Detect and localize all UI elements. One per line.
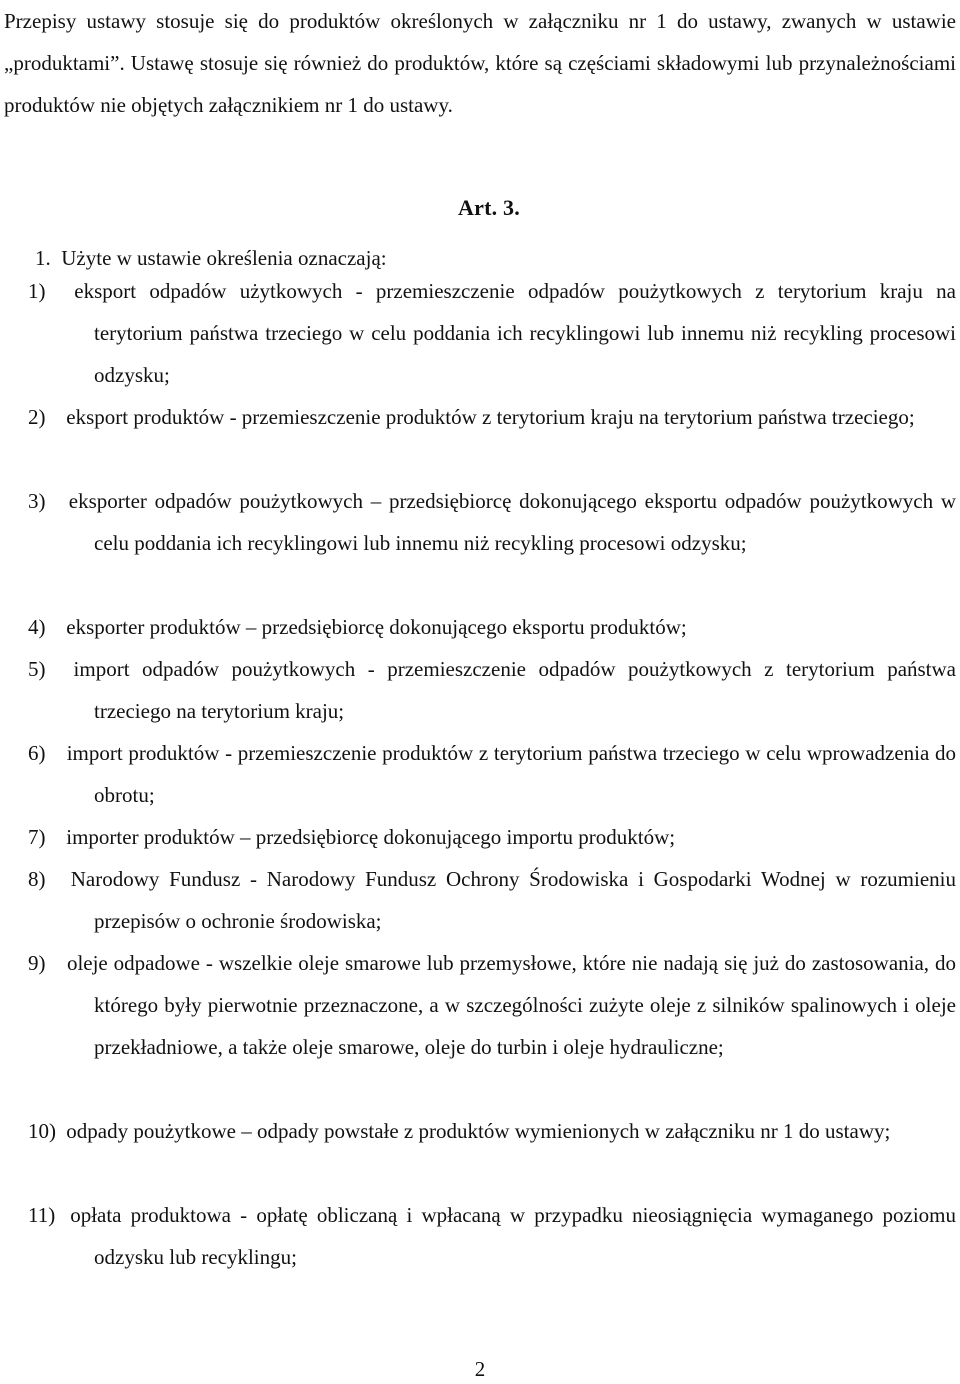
definition-text: eksport odpadów użytkowych - przemieszczenie odpadów poużytkowych z terytorium kraju na terytorium państwa trzeciego w celu poddania ich recyklingowi lub innemu niż recykling procesowi odzysku; — [74, 279, 956, 387]
definition-item: 11) opłata produktowa - opłatę obliczaną i wpłacaną w przypadku nieosiągnięcia wymaganego poziomu odzysku lub recyklingu; — [28, 1203, 957, 1269]
definition-text: eksporter odpadów poużytkowych – przedsiębiorcę dokonującego eksportu odpadów poużytkowych w celu poddania ich recyklingowi lub innemu niż recykling procesowi odzysku; — [68, 489, 957, 555]
definition-text: oleje odpadowe - wszelkie oleje smarowe lub przemysłowe, które nie nadają się już do zastosowania, do którego były pierwotnie przeznaczone, a w szczególności zużyte oleje z silników spalinowych i oleje przekładniowe, a także oleje smarowe, oleje do turbin i oleje hydrauliczne; — [66, 951, 956, 1059]
definition-item: 9) oleje odpadowe - wszelkie oleje smarowe lub przemysłowe, które nie nadają się już do zastosowania, do którego były pierwotnie przeznaczone, a w szczególności zużyte oleje z silników spalinowych i oleje przekładniowe, a także oleje smarowe, oleje do turbin i oleje hydrauliczne; — [28, 951, 956, 1059]
definition-text: odpady poużytkowe – odpady powstałe z produktów wymienionych w załączniku nr 1 do ustawy; — [66, 1119, 891, 1143]
definition-text: import odpadów poużytkowych - przemieszczenie odpadów poużytkowych z terytorium państwa trzeciego na terytorium kraju; — [73, 657, 957, 723]
definition-text: opłata produktowa - opłatę obliczaną i wpłacaną w przypadku nieosiągnięcia wymaganego poziomu odzysku lub recyklingu; — [70, 1203, 957, 1269]
definition-item: 10) odpady poużytkowe – odpady powstałe z produktów wymienionych w załączniku nr 1 do ustawy; — [28, 1119, 891, 1143]
definition-item: 3) eksporter odpadów poużytkowych – przedsiębiorcę dokonującego eksportu odpadów poużytkowych w celu poddania ich recyklingowi lub innemu niż recykling procesowi odzysku; — [28, 489, 957, 555]
definition-text: eksporter produktów – przedsiębiorcę dokonującego eksportu produktów; — [66, 615, 687, 639]
section-lead: 1. Użyte w ustawie określenia oznaczają: — [35, 246, 387, 270]
definition-text: importer produktów – przedsiębiorcę dokonującego importu produktów; — [66, 825, 676, 849]
intro-paragraph: Przepisy ustawy stosuje się do produktów określonych w załączniku nr 1 do ustawy, zwanych w ustawie „produktami”. Ustawę stosuje się również do produktów, które są częściami składowymi lub przynależnościami produktów nie objętych załącznikiem nr 1 do ustawy. — [4, 9, 956, 117]
definition-item: 6) import produktów - przemieszczenie produktów z terytorium państwa trzeciego w celu wprowadzenia do obrotu; — [28, 741, 957, 807]
definition-text: import produktów - przemieszczenie produktów z terytorium państwa trzeciego w celu wprowadzenia do obrotu; — [66, 741, 957, 807]
page-number: 2 — [474, 1357, 486, 1381]
article-heading: Art. 3. — [458, 195, 520, 220]
definition-item: 5) import odpadów poużytkowych - przemieszczenie odpadów poużytkowych z terytorium państwa trzeciego na terytorium kraju; — [28, 657, 957, 723]
definition-text: Narodowy Fundusz - Narodowy Fundusz Ochrony Środowiska i Gospodarki Wodnej w rozumieniu przepisów o ochronie środowiska; — [70, 867, 957, 933]
definition-item: 7) importer produktów – przedsiębiorcę dokonującego importu produktów; — [28, 825, 676, 849]
definition-item: 4) eksporter produktów – przedsiębiorcę dokonującego eksportu produktów; — [28, 615, 687, 639]
definition-item: 2) eksport produktów - przemieszczenie produktów z terytorium kraju na terytorium państwa trzeciego; — [28, 405, 915, 429]
definition-item: 1) eksport odpadów użytkowych - przemieszczenie odpadów poużytkowych z terytorium kraju na terytorium państwa trzeciego w celu poddania ich recyklingowi lub innemu niż recykling procesowi odzysku; — [28, 279, 956, 387]
definition-text: eksport produktów - przemieszczenie produktów z terytorium kraju na terytorium państwa trzeciego; — [66, 405, 915, 429]
definition-item: 8) Narodowy Fundusz - Narodowy Fundusz Ochrony Środowiska i Gospodarki Wodnej w rozumieniu przepisów o ochronie środowiska; — [28, 867, 957, 933]
